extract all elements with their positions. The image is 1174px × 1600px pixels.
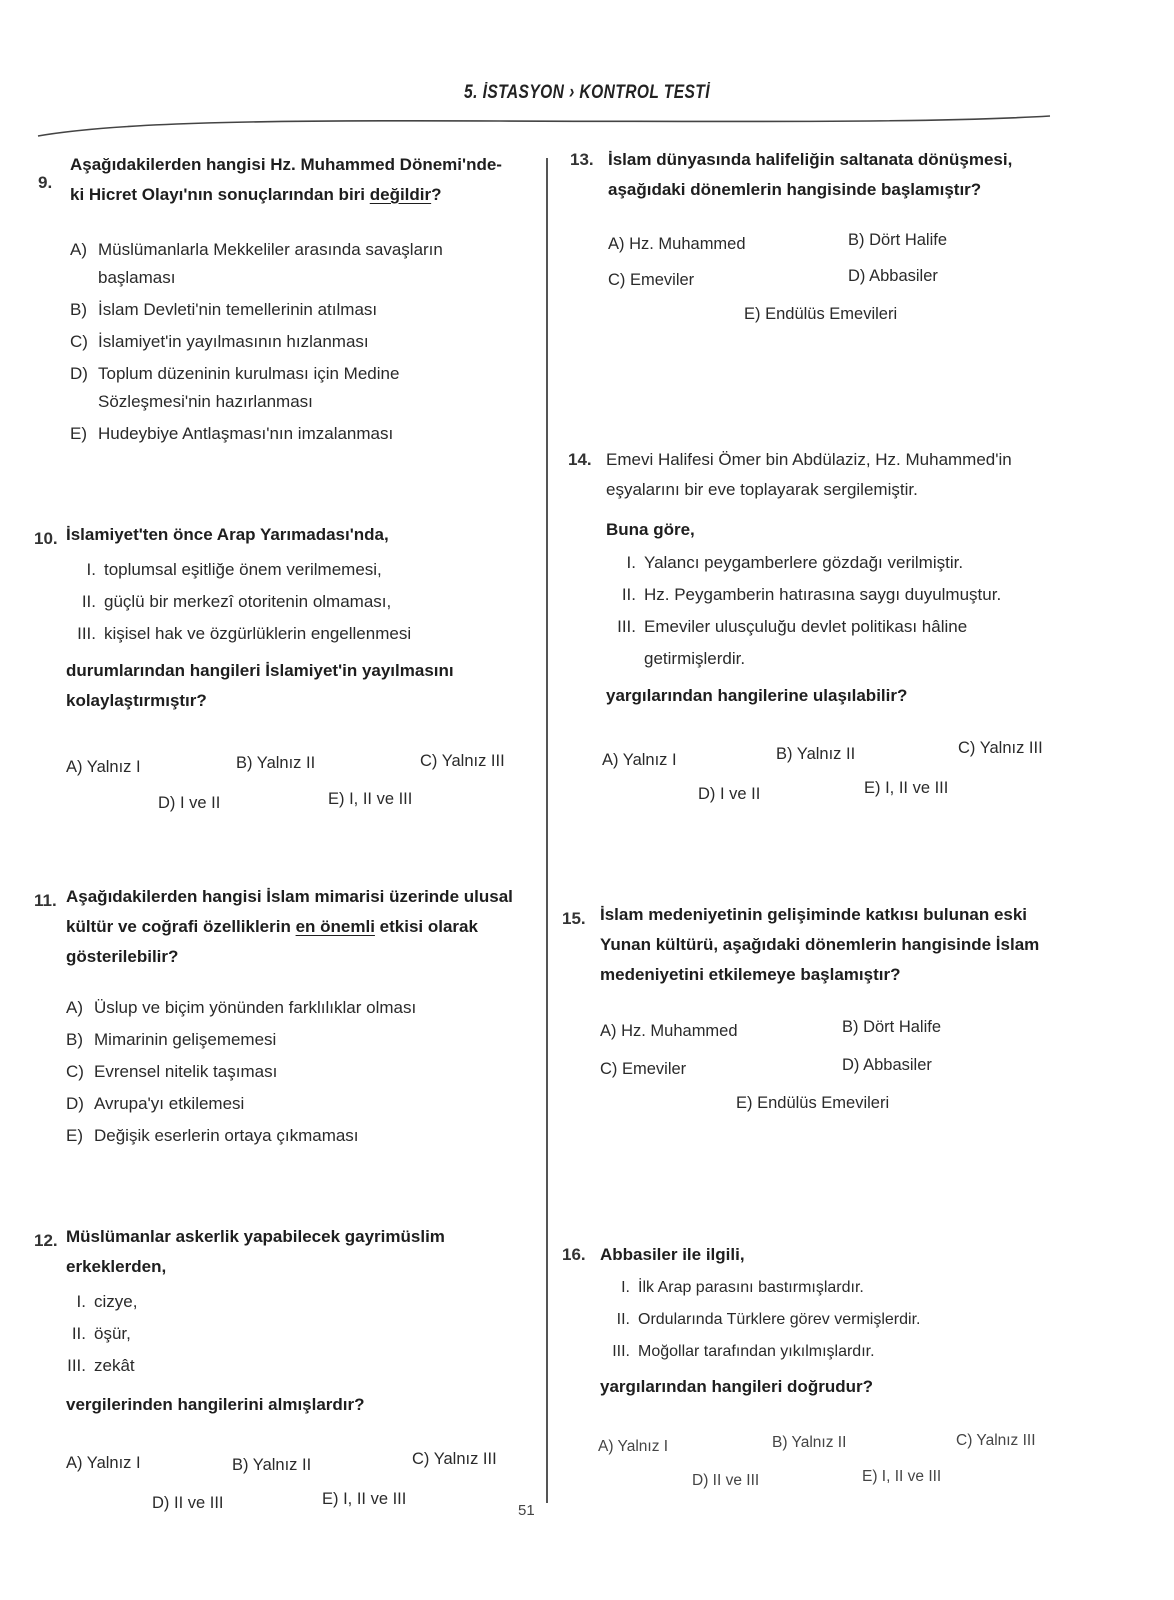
option-e[interactable]: E) Hudeybiye Antlaşması'nın imzalanması xyxy=(70,424,394,443)
question-11 xyxy=(34,882,514,1150)
option-d[interactable]: D) Toplum düzeninin kurulması için Medine Sözleşmesi'nin hazırlanması xyxy=(70,364,400,411)
statement-i: I. İlk Arap parasını bastırmışlardır. xyxy=(621,1279,864,1296)
question-stem: İslamiyet'ten önce Arap Yarımadası'nda, xyxy=(66,525,389,544)
option-c[interactable]: C) Emeviler xyxy=(600,1060,687,1078)
option-b[interactable]: B) Yalnız II xyxy=(772,1434,847,1451)
question-15 xyxy=(562,900,1052,1126)
statement-ii: II. güçlü bir merkezî otoritenin olmaması, xyxy=(81,592,392,611)
statement-ii: II. Ordularında Türklere görev vermişlerdir. xyxy=(616,1311,921,1328)
statement-i: I. Yalancı peygamberlere gözdağı verilmiştir. xyxy=(626,553,964,572)
question-stem: Emevi Halifesi Ömer bin Abdülaziz, Hz. Muhammed'in eşyalarını bir eve toplayarak sergilemiştir. xyxy=(606,450,1012,499)
statement-ii: II. öşür, xyxy=(71,1324,131,1343)
option-d[interactable]: D) Abbasiler xyxy=(848,267,938,285)
option-c[interactable]: C) İslamiyet'in yayılmasının hızlanması xyxy=(70,332,369,351)
question-number: 15. xyxy=(562,909,586,928)
page-number: 51 xyxy=(518,1502,535,1519)
question-stem: İslam medeniyetinin gelişiminde katkısı bulunan eski Yunan kültürü, aşağıdaki dönemlerin hangisinde İslam medeniyetini etkilemeye başlamıştır? xyxy=(600,905,1040,984)
option-a[interactable]: A) Yalnız I xyxy=(66,1454,141,1472)
question-stem: Aşağıdakilerden hangisi Hz. Muhammed Dönemi'nde-ki Hicret Olayı'nın sonuçlarından biri değildir? xyxy=(70,155,502,204)
question-number: 16. xyxy=(562,1245,586,1264)
emphasis-underlined: en önemli xyxy=(295,917,375,936)
option-d[interactable]: D) Avrupa'yı etkilemesi xyxy=(66,1094,245,1113)
header-rule xyxy=(0,108,1174,148)
option-a[interactable]: A) Müslümanlarla Mekkeliler arasında savaşların başlaması xyxy=(70,240,443,287)
option-e[interactable]: E) Endülüs Emevileri xyxy=(736,1094,890,1112)
option-a[interactable]: A) Üslup ve biçim yönünden farklılıklar olması xyxy=(66,998,417,1017)
statement-iii: III. Moğollar tarafından yıkılmışlardır. xyxy=(612,1343,875,1360)
option-c[interactable]: C) Yalnız III xyxy=(956,1432,1036,1449)
question-number: 10. xyxy=(34,529,58,548)
option-b[interactable]: B) Mimarinin gelişememesi xyxy=(66,1030,277,1049)
question-number: 13. xyxy=(570,150,594,169)
question-number: 11. xyxy=(34,891,57,910)
option-a[interactable]: A) Yalnız I xyxy=(66,758,141,776)
option-d[interactable]: D) Abbasiler xyxy=(842,1056,932,1074)
option-e[interactable]: E) I, II ve III xyxy=(322,1490,407,1508)
question-stem: Aşağıdakilerden hangisi İslam mimarisi üzerinde ulusal kültür ve coğrafi özelliklerin en önemli etkisi olarak gösterilebilir? xyxy=(66,887,513,966)
option-a[interactable]: A) Yalnız I xyxy=(598,1438,669,1455)
statement-ii: II. Hz. Peygamberin hatırasına saygı duyulmuştur. xyxy=(621,585,1002,604)
question-number: 9. xyxy=(38,173,53,192)
question-stem: Abbasiler ile ilgili, xyxy=(600,1245,745,1264)
option-c[interactable]: C) Emeviler xyxy=(608,271,695,289)
statement-i: I. cizye, xyxy=(76,1292,138,1311)
question-13 xyxy=(570,145,1050,339)
question-prompt: yargılarından hangileri doğrudur? xyxy=(600,1377,873,1396)
statement-iii: III. kişisel hak ve özgürlüklerin engellenmesi xyxy=(77,624,412,643)
option-e[interactable]: E) I, II ve III xyxy=(864,779,949,797)
option-b[interactable]: B) Yalnız II xyxy=(776,745,856,763)
option-d[interactable]: D) II ve III xyxy=(692,1472,760,1489)
page-header-title: 5. İSTASYON › KONTROL TESTİ xyxy=(464,82,710,103)
option-b[interactable]: B) Yalnız II xyxy=(232,1456,312,1474)
question-stem: İslam dünyasında halifeliğin saltanata dönüşmesi, aşağıdaki dönemlerin hangisinde başlamıştır? xyxy=(608,150,1013,199)
option-e[interactable]: E) Değişik eserlerin ortaya çıkmaması xyxy=(66,1126,359,1145)
option-b[interactable]: B) Dört Halife xyxy=(848,231,948,249)
option-d[interactable]: D) II ve III xyxy=(152,1494,224,1512)
option-e[interactable]: E) I, II ve III xyxy=(862,1468,942,1485)
option-a[interactable]: A) Hz. Muhammed xyxy=(600,1022,738,1040)
option-b[interactable]: B) İslam Devleti'nin temellerinin atılması xyxy=(70,300,378,319)
statement-iii: III. zekât xyxy=(67,1356,135,1375)
emphasis-underlined: değildir xyxy=(369,185,432,204)
question-9 xyxy=(38,150,513,448)
option-a[interactable]: A) Hz. Muhammed xyxy=(608,235,746,253)
question-prompt: durumlarından hangileri İslamiyet'in yayılmasını kolaylaştırmıştır? xyxy=(66,661,454,710)
option-c[interactable]: C) Yalnız III xyxy=(420,752,505,770)
option-e[interactable]: E) Endülüs Emevileri xyxy=(744,305,898,323)
question-10 xyxy=(34,520,514,836)
option-b[interactable]: B) Yalnız II xyxy=(236,754,316,772)
option-a[interactable]: A) Yalnız I xyxy=(602,751,677,769)
question-16 xyxy=(562,1240,1052,1516)
question-number: 14. xyxy=(568,450,592,469)
question-lead: Buna göre, xyxy=(606,520,695,539)
statement-iii: III. Emeviler ulusçuluğu devlet politikası hâline getirmişlerdir. xyxy=(617,617,968,668)
question-prompt: vergilerinden hangilerini almışlardır? xyxy=(66,1395,365,1414)
option-c[interactable]: C) Yalnız III xyxy=(412,1450,497,1468)
question-number: 12. xyxy=(34,1231,58,1250)
question-stem: Müslümanlar askerlik yapabilecek gayrimüslim erkeklerden, xyxy=(66,1227,445,1276)
question-14 xyxy=(568,445,1053,829)
column-divider xyxy=(546,158,548,1503)
option-b[interactable]: B) Dört Halife xyxy=(842,1018,942,1036)
option-d[interactable]: D) I ve II xyxy=(158,794,221,812)
question-12 xyxy=(34,1222,514,1534)
option-c[interactable]: C) Yalnız III xyxy=(958,739,1043,757)
statement-i: I. toplumsal eşitliğe önem verilmemesi, xyxy=(86,560,382,579)
option-d[interactable]: D) I ve II xyxy=(698,785,761,803)
option-e[interactable]: E) I, II ve III xyxy=(328,790,413,808)
question-prompt: yargılarından hangilerine ulaşılabilir? xyxy=(606,686,908,705)
option-c[interactable]: C) Evrensel nitelik taşıması xyxy=(66,1062,278,1081)
